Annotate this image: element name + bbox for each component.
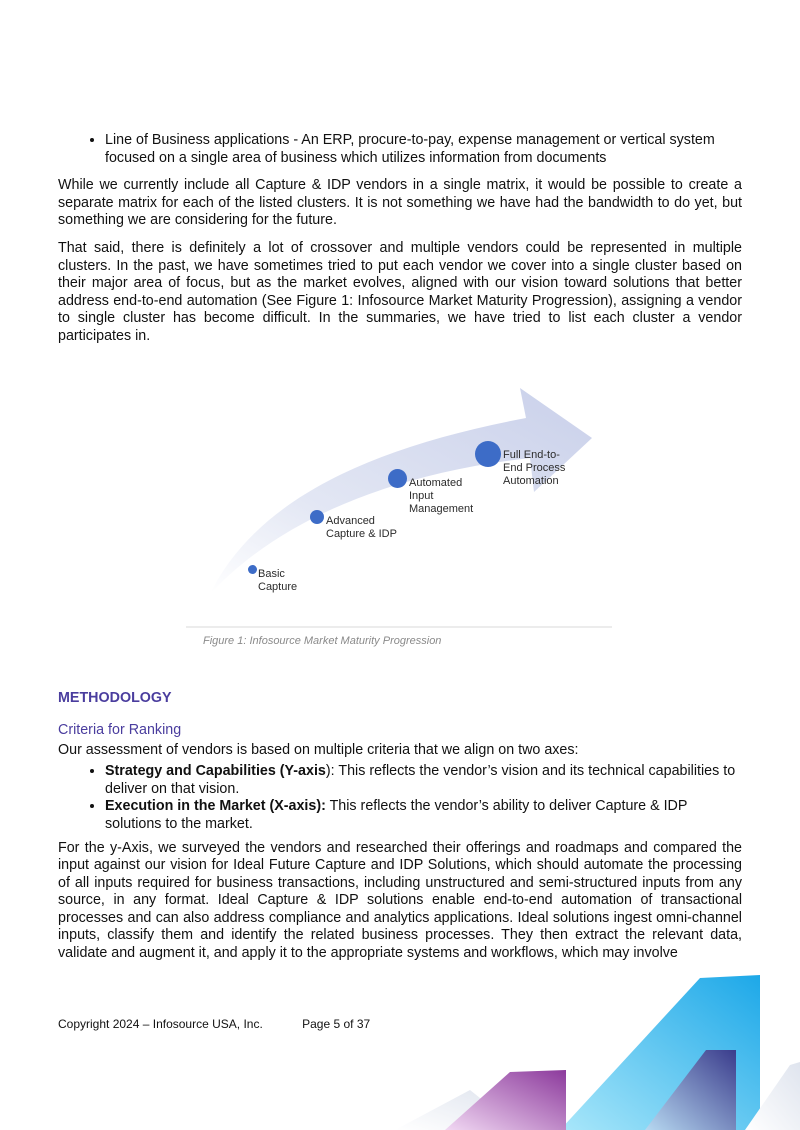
- page-content: [58, 132, 742, 973]
- bullet-list-top: [58, 132, 742, 167]
- stage-label-2: Advanced Capture & IDP: [326, 514, 397, 540]
- arrow-shape: [210, 388, 592, 594]
- figure-maturity: [58, 356, 742, 646]
- copyright-text: Copyright 2024 – Infosource USA, Inc.: [58, 1017, 263, 1031]
- criteria-item-x-axis: • Execution in the Market (X-axis): This reflects the vendor’s ability to deliver Capture & IDP solutions to the market.: [105, 798, 742, 833]
- page-number: Page 5 of 37: [302, 1017, 371, 1031]
- criteria-list: [58, 763, 742, 833]
- stage-label-3: Automated Input Management: [409, 476, 474, 515]
- maturity-arrow-graphic: [58, 356, 742, 646]
- methodology-heading: METHODOLOGY: [58, 689, 172, 706]
- page-footer: [58, 1017, 370, 1031]
- stage-dot-1: [248, 565, 257, 574]
- criteria-item-y-axis: • Strategy and Capabilities (Y-axis): This reflects the vendor’s vision and its technical capabilities to deliver on that vision.: [105, 763, 742, 798]
- bullet-lob: • Line of Business applications - An ERP, procure-to-pay, expense management or vertical system focused on a single area of business which utilizes information from documents: [105, 132, 742, 167]
- stage-label-4: Full End-to- End Process Automation: [503, 448, 566, 487]
- criteria-heading: Criteria for Ranking: [58, 721, 182, 738]
- stage-label-1: Basic Capture: [258, 567, 298, 593]
- paragraph-3: Our assessment of vendors is based on multiple criteria that we align on two axes:: [58, 741, 579, 758]
- paragraph-1: While we currently include all Capture & IDP vendors in a single matrix, it would be possible to create a separate matrix for each of the listed clusters. It is not something we have had the bandwidth to do yet, but something we are considering for the future.: [58, 177, 742, 229]
- paragraph-4: For the y-Axis, we surveyed the vendors and researched their offerings and roadmaps and compared the input against our vision for Ideal Future Capture and IDP Solutions, which should automate the processing of all inputs required for business transactions, including unstructured and semi-structured inputs from any source, in any format. Ideal Capture & IDP solutions enable end-to-end automation of transactional processes and can also address compliance and analytics applications. Ideal solutions ingest omni-channel inputs, classify them and identify the related business processes. They then extract the relevant data, validate and augment it, and apply it to the appropriate systems and workflows, which may involve: [58, 839, 742, 962]
- paragraph-2: That said, there is definitely a lot of crossover and multiple vendors could be represented in multiple clusters. In the past, we have sometimes tried to put each vendor we cover into a single cluster based on their major area of focus, but as the market evolves, aligned with our vision toward solutions that better address end-to-end automation (See Figure 1: Infosource Market Maturity Progression), assigning a vendor to single cluster has become difficult. In the summaries, we have tried to list each cluster a vendor participates in.: [58, 239, 742, 344]
- stage-dot-4: [475, 441, 501, 467]
- stage-dot-2: [310, 510, 324, 524]
- figure-caption: Figure 1: Infosource Market Maturity Progression: [203, 634, 442, 647]
- stage-dot-3: [388, 469, 407, 488]
